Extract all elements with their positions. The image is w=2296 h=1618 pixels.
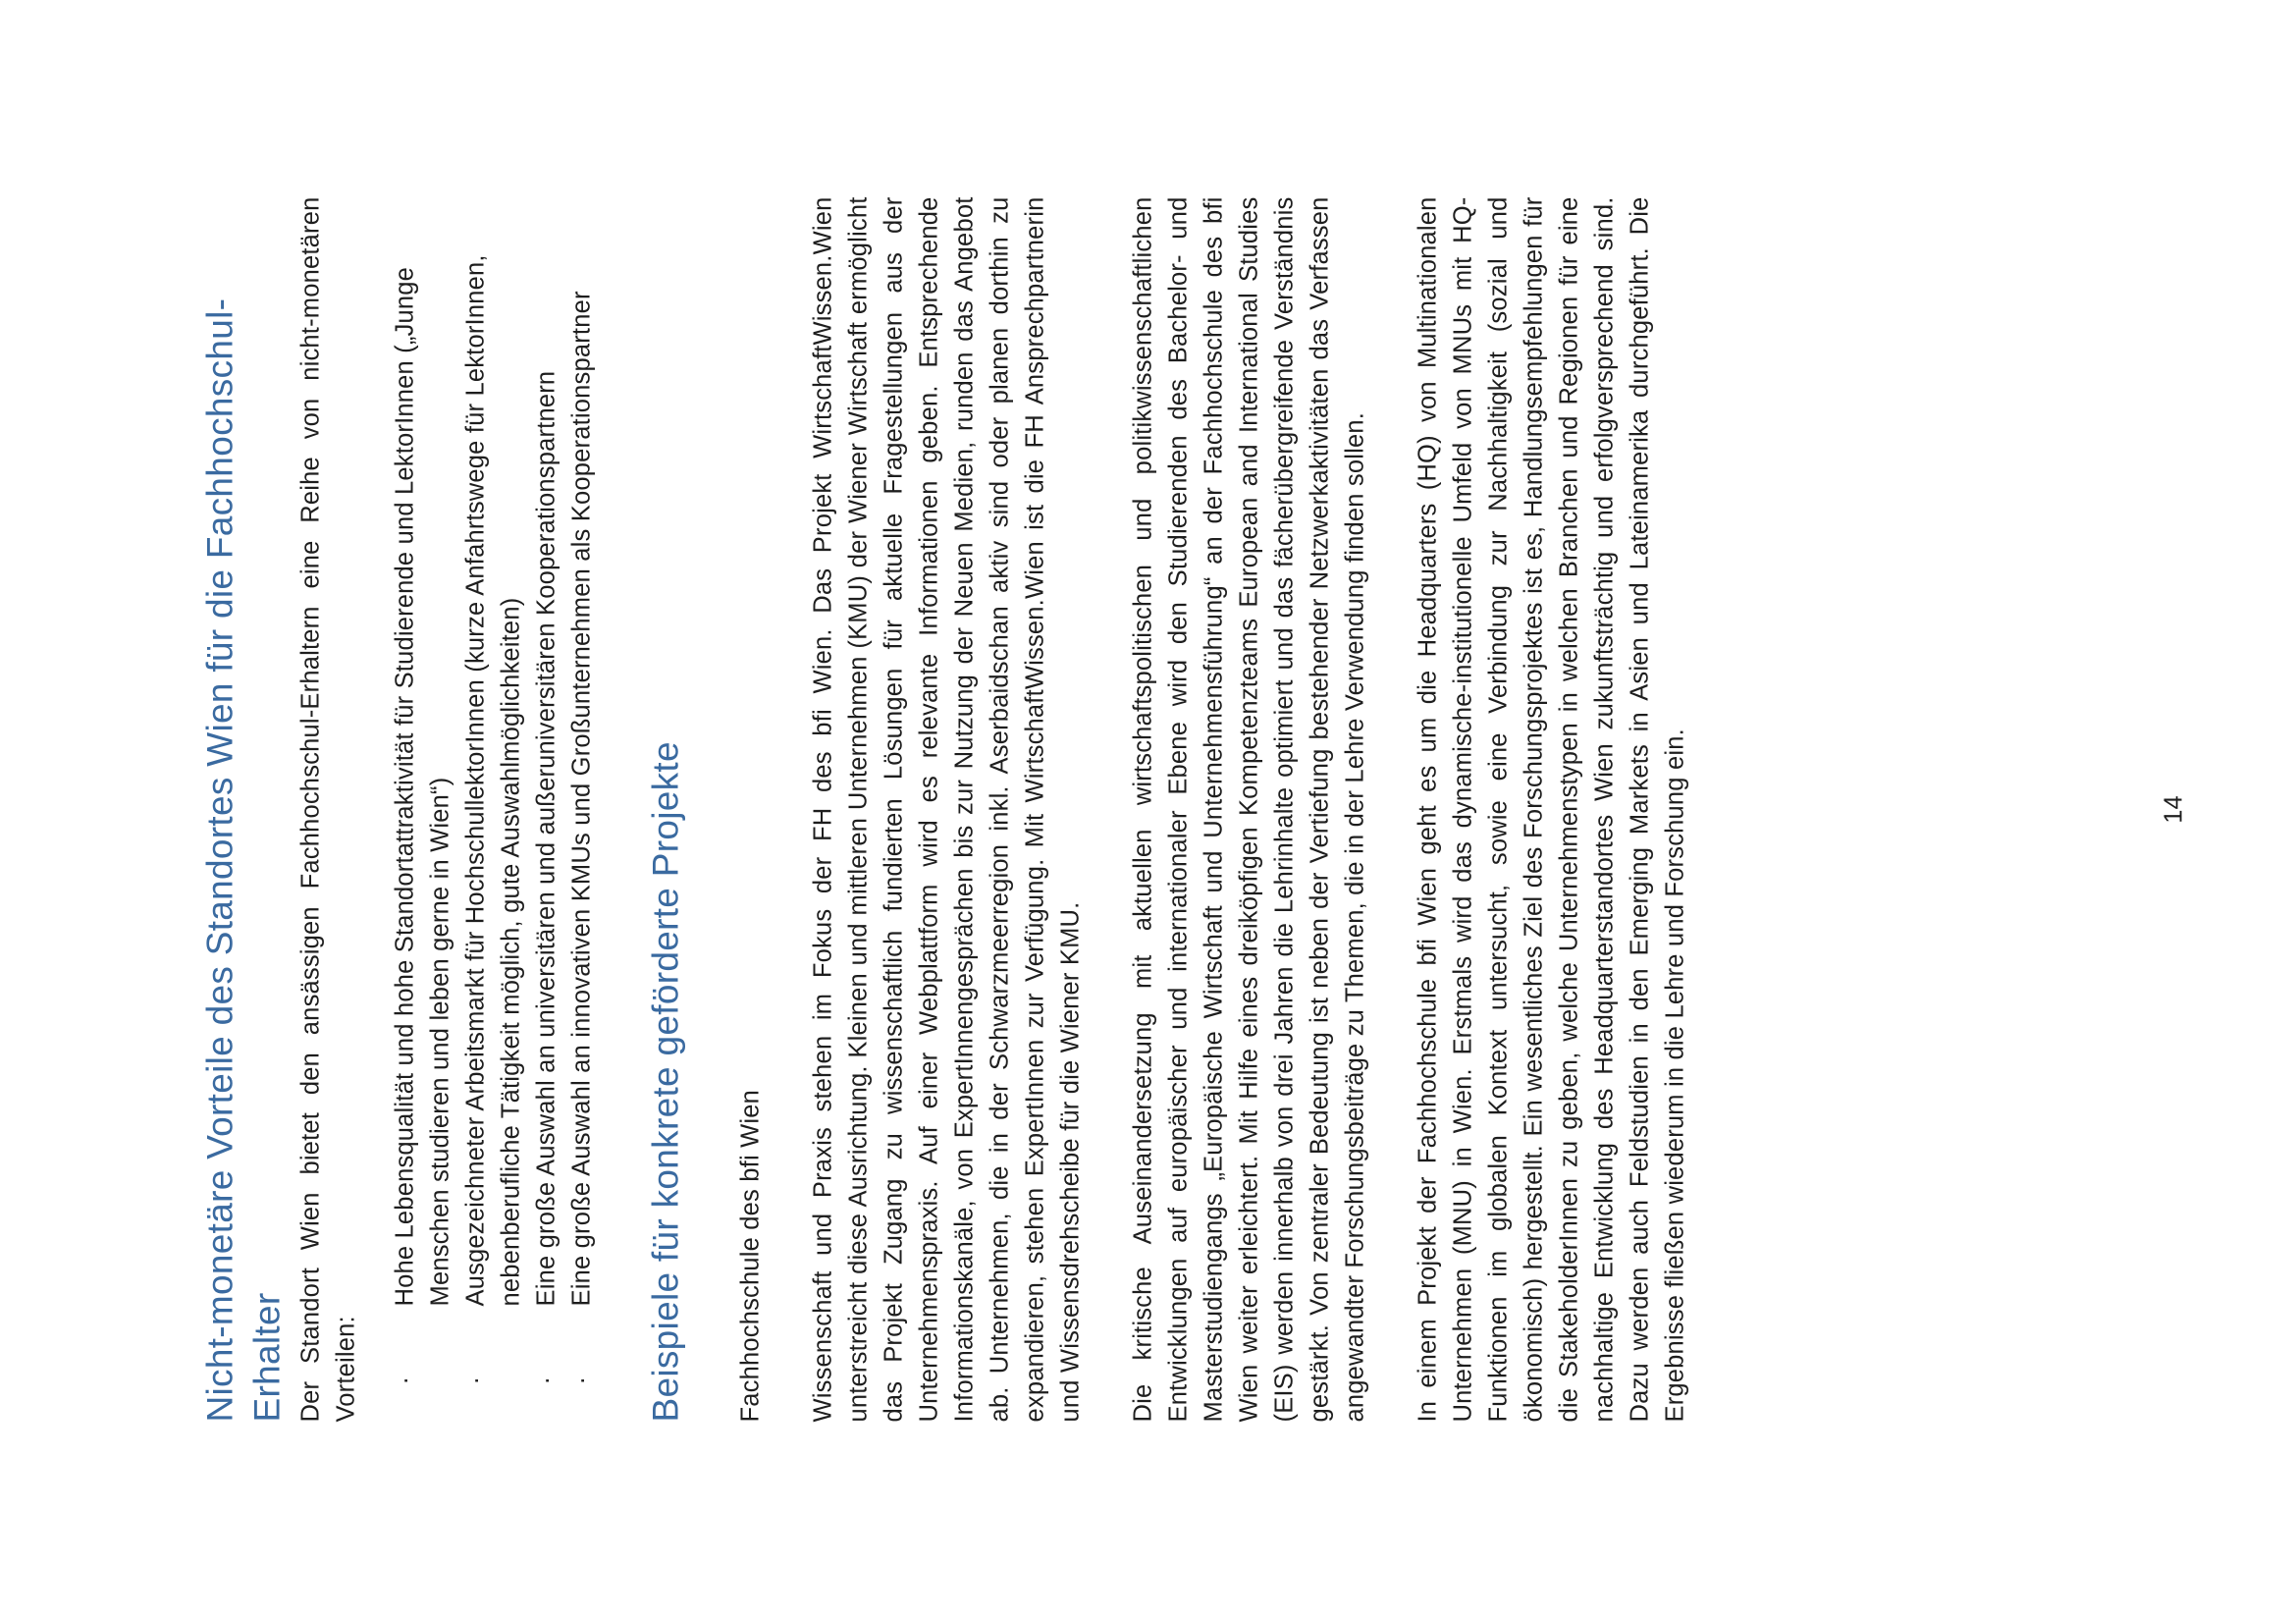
section-heading-vorteile: Nicht-monetäre Vorteile des Standortes Wien für die Fachhochschul-Erhalter [199,297,287,1422]
bullet-marker: · [567,1375,595,1384]
body-paragraph: In einem Projekt der Fachhochschule bfi Wien geht es um die Headquarters (HQ) von Multinationalen Unternehmen (MNU) in Wien. Erstmals wird das dynamische-institutionelle Umfeld von MNUs mit HQ-Funktionen im globalen Kontext untersucht, sowie eine Verbindung zur Nachhaltigkeit (sozial und ökonomisch) hergestellt. Ein wesentliches Ziel des Forschungsprojektes ist es, Handlungsempfehlungen für die StakeholderInnen zu geben, welche Unternehmenstypen in welchen Branchen und Regionen für eine nachhaltige Entwicklung des Headquarterstandortes Wien zukunftsträchtig und erfolgversprechend sind. Dazu werden auch Feldstudien in den Emerging Markets in Asien und Lateinamerika durchgeführt. Die Ergebnisse fließen wiederum in die Lehre und Forschung ein. [1414,196,1688,1422]
bullet-marker: · [461,1375,489,1384]
bullet-marker: · [391,1375,418,1384]
bullet-marker: · [532,1375,560,1384]
list-item-text: Hohe Lebensqualität und hohe Standortattraktivität für Studierende und LektorInnen („Junge Menschen studieren und leben gerne in Wien“) [391,266,454,1306]
page-body [196,196,1692,1422]
list-item [457,196,528,1384]
list-item [563,196,599,1384]
list-item-text: Eine große Auswahl an universitären und außeruniversitären Kooperationspartnern [532,370,560,1306]
advantages-list [387,196,599,1422]
section-heading-beispiele: Beispiele für konkrete geförderte Projekte [645,740,685,1422]
list-item-text: Ausgezeichneter Arbeitsmarkt für HochschullektorInnen (kurze Anfahrtswege für LektorInnen, nebenberufliche Tätigkeit möglich, gute Auswahlmöglichkeiten) [461,253,524,1306]
body-paragraph: Wissenschaft und Praxis stehen im Fokus der FH des bfi Wien. Das Projekt WirtschaftWissen.Wien unterstreicht diese Ausrichtung. Kleinen und mittleren Unternehmen (KMU) der Wiener Wirtschaft ermöglicht das Projekt Zugang zu wissenschaftlich fundierten Lösungen für aktuelle Fragestellungen aus der Unternehmenspraxis. Auf einer Webplattform wird es relevante Informationen geben. Entsprechende Informationskanäle, von ExpertInnengesprächen bis zur Nutzung der Neuen Medien, runden das Angebot ab. Unternehmen, die in der Schwarzmeerregion inkl. Aserbaidschan aktiv sind oder planen dorthin zu expandieren, stehen ExpertInnen zur Verfügung. Mit WirtschaftWissen.Wien ist die FH Ansprechpartnerin und Wissensdrehscheibe für die Wiener KMU. [809,196,1084,1422]
list-item [387,196,457,1384]
list-item-text: Eine große Auswahl an innovativen KMUs und Großunternehmen als Kooperationspartner [567,290,595,1306]
body-paragraph: Die kritische Auseinandersetzung mit aktuellen wirtschaftspolitischen und politikwissenschaftlichen Entwicklungen auf europäischer und internationaler Ebene wird den Studierenden des Bachelor- und Masterstudiengangs „Europäische Wirtschaft und Unternehmensführung“ an der Fachhochschule des bfi Wien weiter erleichtert. Mit Hilfe eines dreiköpfigen Kompetenzteams European and International Studies (EIS) werden innerhalb von drei Jahren die Lehrinhalte optimiert und das fächerübergreifende Verständnis gestärkt. Von zentraler Bedeutung ist neben der Vertiefung bestehender Netzwerkaktivitäten das Verfassen angewandter Forschungsbeiträge zu Themen, die in der Lehre Verwendung finden sollen. [1129,196,1368,1422]
list-item [528,196,563,1384]
institution-subheading: Fachhochschule des bfi Wien [736,1089,764,1422]
page-number: 14 [2160,794,2187,824]
intro-paragraph: Der Standort Wien bietet den ansässigen Fachhochschul-Erhaltern eine Reihe von nicht-monetären Vorteilen: [296,196,359,1422]
